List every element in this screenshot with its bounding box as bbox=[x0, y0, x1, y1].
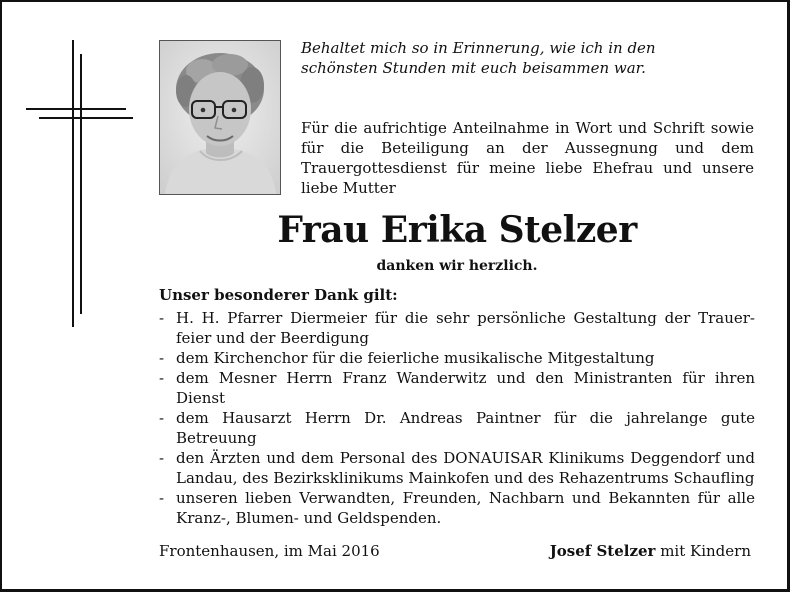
list-item: - dem Hausarzt Herrn Dr. Andreas Paintner für die jahrelange gute Betreuung bbox=[159, 409, 755, 447]
cross-icon-bar bbox=[26, 108, 126, 110]
thanks-subline: danken wir herzlich. bbox=[376, 258, 538, 274]
list-item: - H. H. Pfarrer Diermeier für die sehr persönliche Gestaltung der Trauer-feier und der Beerdigung bbox=[159, 309, 755, 347]
signer-suffix: mit Kindern bbox=[655, 542, 751, 560]
portrait-photo bbox=[159, 40, 281, 195]
deceased-name: Frau Erika Stelzer bbox=[277, 209, 637, 251]
thanks-intro-text: Für die aufrichtige Anteilnahme in Wort und Schrift sowie für die Beteiligung an der Aussegnung und dem Trauergottesdienst für meine liebe Ehefrau und unsere liebe Mutter bbox=[301, 119, 754, 197]
quote-line-1: Behaltet mich so in Erinnerung, wie ich in den bbox=[301, 39, 656, 57]
dash-icon: - bbox=[159, 489, 165, 507]
list-item: - dem Mesner Herrn Franz Wanderwitz und den Ministranten für ihren Dienst bbox=[159, 369, 755, 407]
dash-icon: - bbox=[159, 409, 165, 427]
signature bbox=[550, 541, 751, 561]
thanks-list bbox=[159, 308, 755, 528]
dash-icon: - bbox=[159, 449, 165, 467]
quote-line-2: schönsten Stunden mit euch beisammen war. bbox=[301, 59, 646, 77]
dash-icon: - bbox=[159, 349, 165, 367]
special-thanks-heading: Unser besonderer Dank gilt: bbox=[159, 286, 398, 304]
cross-icon-bar-2 bbox=[39, 117, 133, 119]
list-item: - dem Kirchenchor für die feierliche musikalische Mitgestaltung bbox=[159, 349, 655, 367]
memorial-quote bbox=[301, 38, 761, 78]
cross-icon-line bbox=[80, 54, 82, 314]
cross-icon bbox=[72, 40, 74, 327]
list-item: - den Ärzten und dem Personal des DONAUISAR Klinikums Deggendorf und Landau, des Bezirksklinikums Mainkofen und des Rehazentrums Schaufling bbox=[159, 449, 755, 487]
list-item: - unseren lieben Verwandten, Freunden, Nachbarn und Bekannten für alle Kranz-, Blumen- und Geldspenden. bbox=[159, 489, 755, 527]
dash-icon: - bbox=[159, 309, 165, 327]
place-date: Frontenhausen, im Mai 2016 bbox=[159, 542, 380, 560]
signer-name: Josef Stelzer bbox=[549, 542, 656, 560]
dash-icon: - bbox=[159, 369, 165, 387]
